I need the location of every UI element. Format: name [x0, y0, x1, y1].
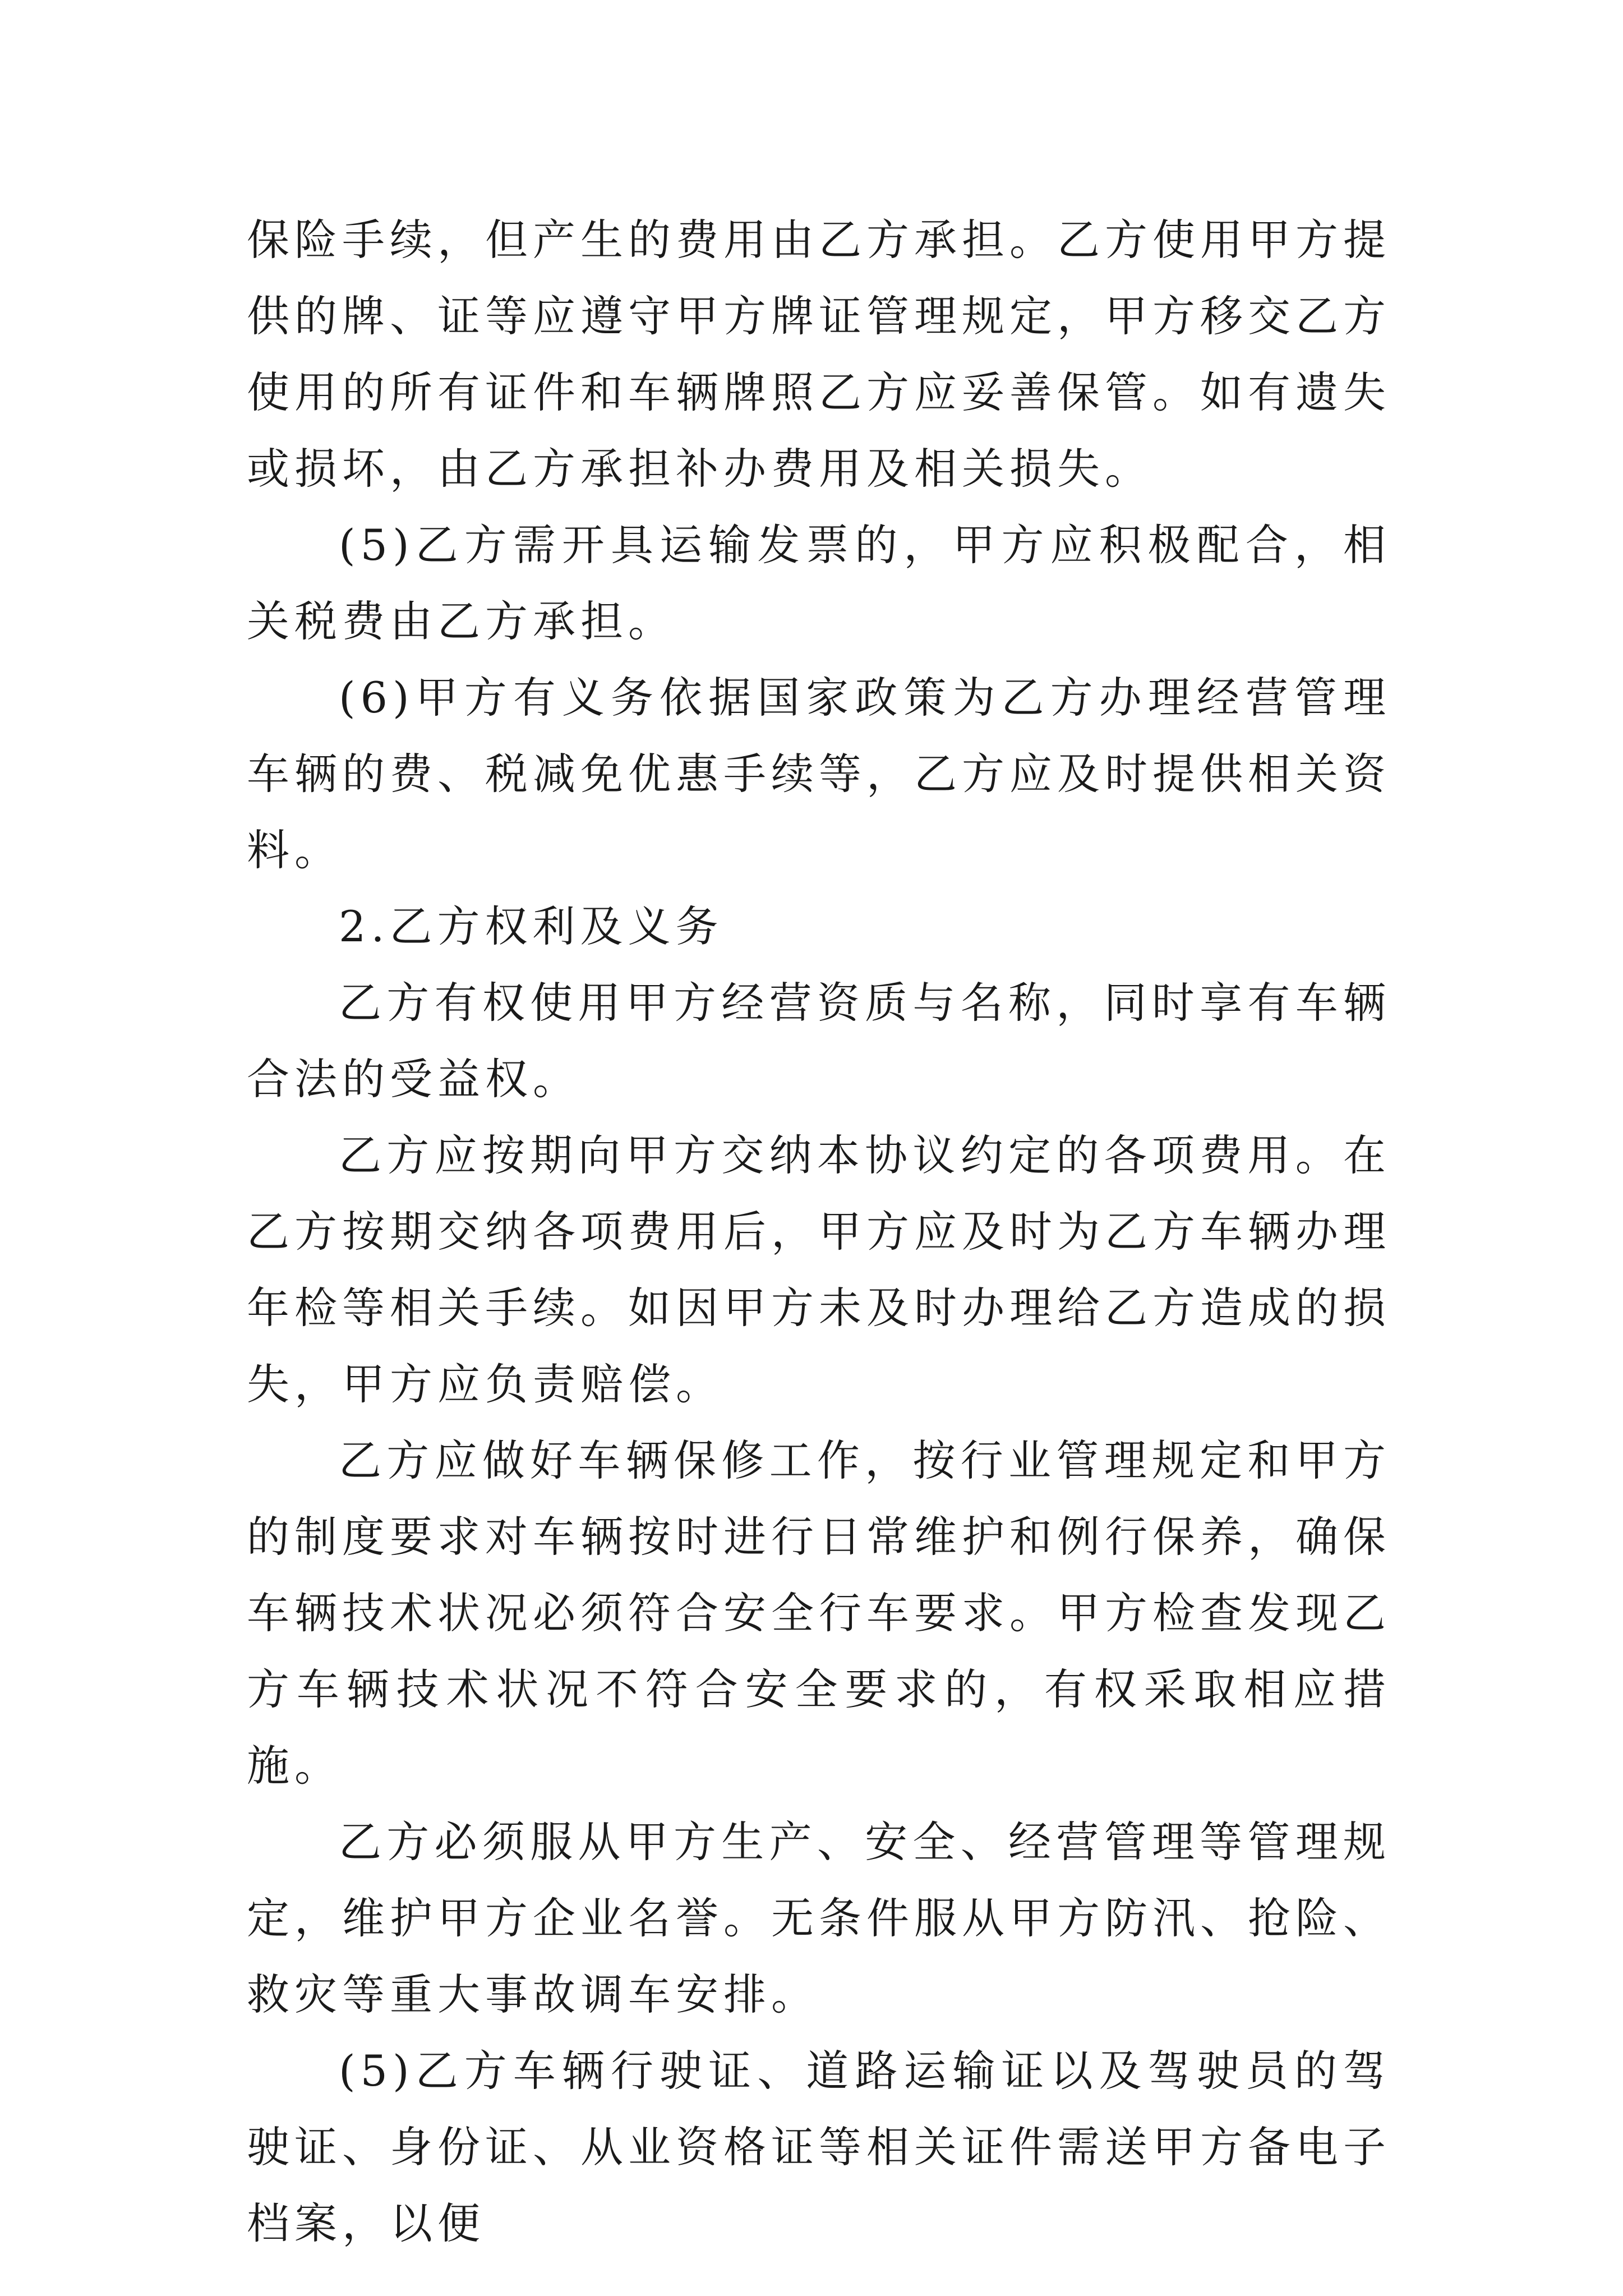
paragraph-party-b-maintenance: 乙方应做好车辆保修工作，按行业管理规定和甲方的制度要求对车辆按时进行日常维护和例行保养，确保车辆技术状况必须符合安全行车要求。甲方检查发现乙方车辆技术状况不符合安全要求的，有权采取相应措施。	[247, 1435, 1391, 1791]
paragraph-insurance-procedures: 保险手续，但产生的费用由乙方承担。乙方使用甲方提供的牌、证等应遵守甲方牌证管理规定，甲方移交乙方使用的所有证件和车辆牌照乙方应妥善保管。如有遗失或损坏，由乙方承担补办费用及相关损失。	[247, 215, 1391, 494]
paragraph-party-b-qualification: 乙方有权使用甲方经营资质与名称，同时享有车辆合法的受益权。	[247, 978, 1391, 1104]
paragraph-party-b-fees: 乙方应按期向甲方交纳本协议约定的各项费用。在乙方按期交纳各项费用后，甲方应及时为乙方车辆办理年检等相关手续。如因甲方未及时办理给乙方造成的损失，甲方应负责赔偿。	[247, 1130, 1391, 1409]
document-body	[247, 202, 1391, 2262]
paragraph-item-6-tax-relief: (6)甲方有义务依据国家政策为乙方办理经营管理车辆的费、税减免优惠手续等，乙方应及时提供相关资料。	[247, 673, 1391, 875]
section-heading-party-b-rights: 2.乙方权利及义务	[339, 901, 723, 951]
paragraph-item-5-invoice: (5)乙方需开具运输发票的，甲方应积极配合，相关税费由乙方承担。	[247, 520, 1391, 646]
paragraph-item-5-documents: (5)乙方车辆行驶证、道路运输证以及驾驶员的驾驶证、身份证、从业资格证等相关证件需送甲方备电子档案，以便	[247, 2046, 1391, 2248]
paragraph-party-b-obey-rules: 乙方必须服从甲方生产、安全、经营管理等管理规定，维护甲方企业名誉。无条件服从甲方防汛、抢险、救灾等重大事故调车安排。	[247, 1817, 1391, 2019]
